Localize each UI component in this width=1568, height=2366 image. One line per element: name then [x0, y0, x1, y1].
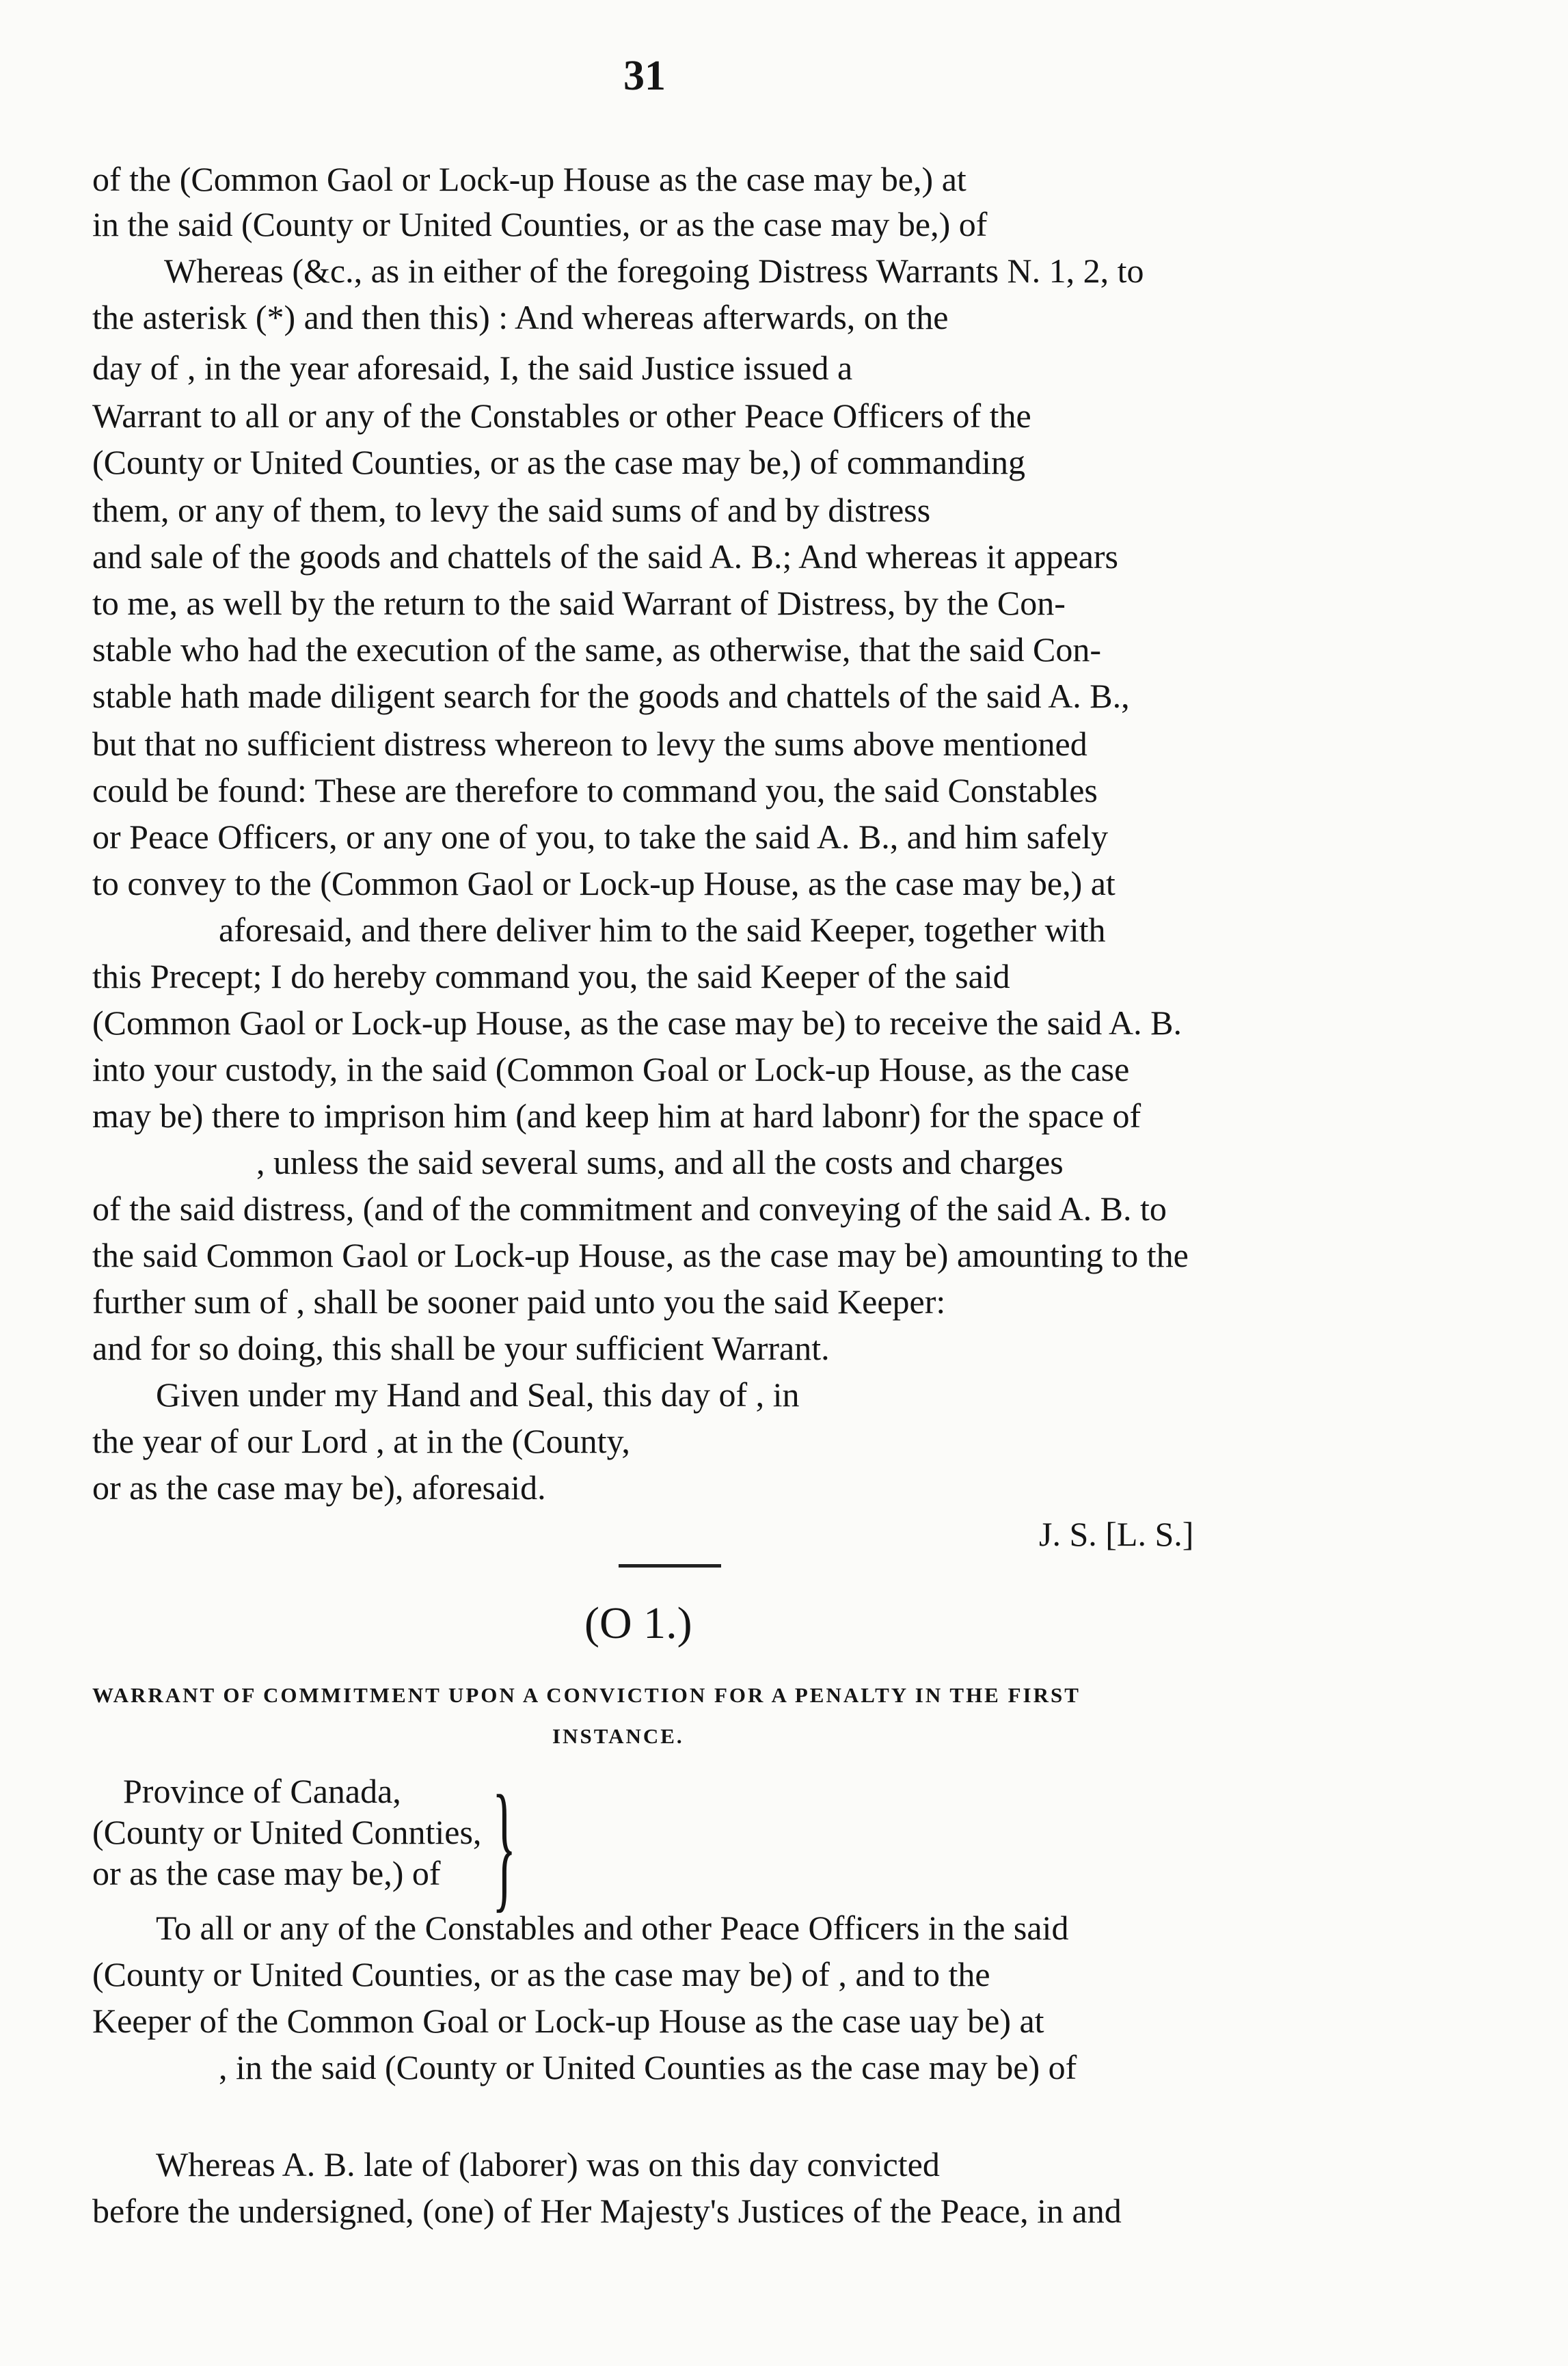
text-line: or as the case may be), aforesaid.: [92, 1468, 546, 1507]
text-line: WARRANT OF COMMITMENT UPON A CONVICTION FOR A PENALTY IN THE FIRST: [92, 1683, 1081, 1707]
text-line: and sale of the goods and chattels of the said A. B.; And whereas it appears: [92, 537, 1119, 576]
text-line: J. S. [L. S.]: [1039, 1515, 1194, 1553]
text-line: Warrant to all or any of the Constables or other Peace Officers of the: [92, 396, 1031, 435]
text-line: of the (Common Gaol or Lock-up House as the case may be,) at: [92, 160, 967, 198]
brace-bracket: }: [492, 1766, 517, 1925]
text-line: stable hath made diligent search for the goods and chattels of the said A. B.,: [92, 677, 1130, 715]
text-line: or Peace Officers, or any one of you, to take the said A. B., and him safely: [92, 818, 1109, 856]
text-line: stable who had the execution of the same, as otherwise, that the said Con-: [92, 630, 1101, 669]
text-line: of the said distress, (and of the commitment and conveying of the said A. B. to: [92, 1189, 1167, 1228]
page-number: 31: [623, 53, 666, 99]
text-line: Given under my Hand and Seal, this day of , in: [156, 1375, 800, 1414]
text-line: (Common Gaol or Lock-up House, as the case may be) to receive the said A. B.: [92, 1004, 1182, 1042]
text-line: (County or United Connties,: [92, 1813, 482, 1851]
text-line: and for so doing, this shall be your sufficient Warrant.: [92, 1329, 830, 1367]
text-line: Province of Canada,: [123, 1772, 401, 1810]
text-line: to convey to the (Common Gaol or Lock-up House, as the case may be,) at: [92, 864, 1116, 902]
text-line: the asterisk (*) and then this) : And whereas afterwards, on the: [92, 298, 949, 336]
text-line: INSTANCE.: [552, 1724, 684, 1748]
text-line: Keeper of the Common Goal or Lock-up House as the case uay be) at: [92, 2002, 1044, 2040]
text-line: the said Common Gaol or Lock-up House, as the case may be) amounting to the: [92, 1236, 1189, 1274]
text-line: may be) there to imprison him (and keep him at hard labonr) for the space of: [92, 1097, 1141, 1135]
text-line: (County or United Counties, or as the case may be,) of commanding: [92, 443, 1025, 481]
text-line: but that no sufficient distress whereon to levy the sums above mentioned: [92, 725, 1087, 763]
text-line: in the said (County or United Counties, or as the case may be,) of: [92, 205, 988, 243]
text-line: (County or United Counties, or as the case may be) of , and to the: [92, 1955, 990, 1993]
section-divider: [619, 1564, 721, 1568]
text-line: this Precept; I do hereby command you, the said Keeper of the said: [92, 957, 1010, 995]
text-line: , unless the said several sums, and all the costs and charges: [256, 1143, 1064, 1181]
text-line: the year of our Lord , at in the (County,: [92, 1422, 630, 1460]
text-line: to me, as well by the return to the said Warrant of Distress, by the Con-: [92, 584, 1066, 622]
text-line: could be found: These are therefore to command you, the said Constables: [92, 771, 1098, 809]
text-line: them, or any of them, to levy the said sums of and by distress: [92, 491, 931, 529]
text-line: before the undersigned, (one) of Her Majesty's Justices of the Peace, in and: [92, 2192, 1122, 2230]
text-line: , in the said (County or United Counties as the case may be) of: [219, 2048, 1077, 2086]
text-line: into your custody, in the said (Common Goal or Lock-up House, as the case: [92, 1050, 1130, 1088]
text-line: further sum of , shall be sooner paid unto you the said Keeper:: [92, 1282, 946, 1321]
text-line: aforesaid, and there deliver him to the said Keeper, together with: [219, 911, 1106, 949]
text-line: Whereas (&c., as in either of the foregoing Distress Warrants N. 1, 2, to: [164, 252, 1144, 290]
text-line: To all or any of the Constables and other Peace Officers in the said: [156, 1909, 1069, 1947]
text-line: (O 1.): [584, 1598, 692, 1648]
text-line: day of , in the year aforesaid, I, the said Justice issued a: [92, 349, 853, 387]
text-line: Whereas A. B. late of (laborer) was on this day convicted: [156, 2145, 940, 2183]
text-line: or as the case may be,) of: [92, 1854, 441, 1892]
